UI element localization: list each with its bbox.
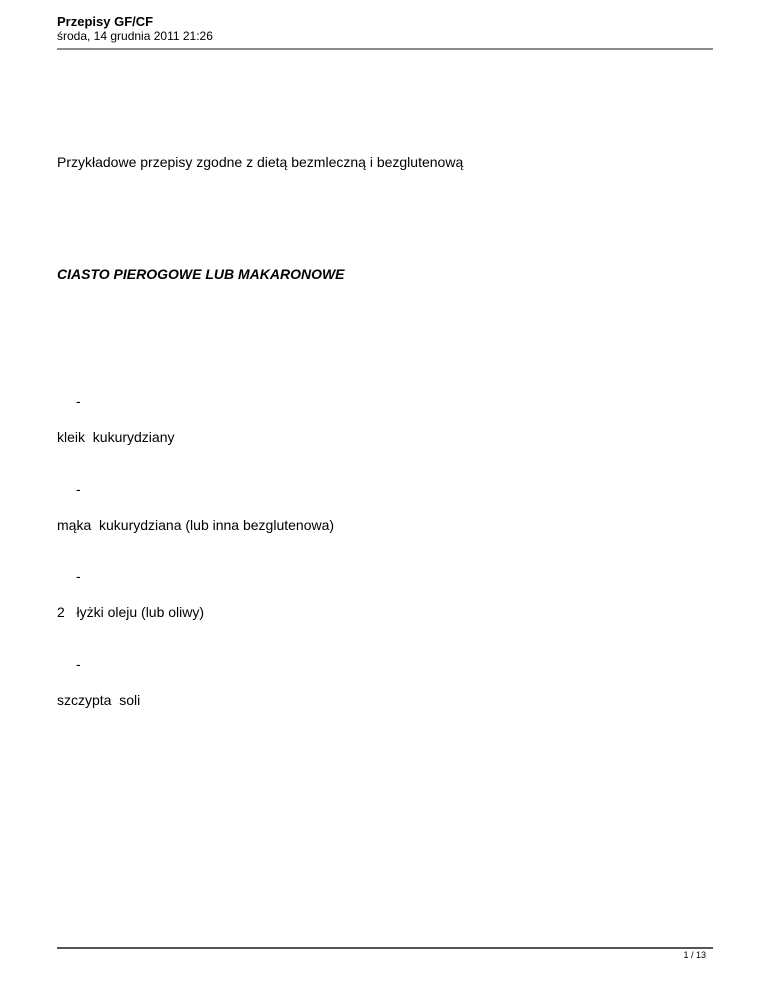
page-number: 1 / 13 [683, 950, 706, 960]
footer-divider [57, 947, 713, 949]
recipe-title: CIASTO PIEROGOWE LUB MAKARONOWE [57, 266, 345, 282]
header-divider [57, 48, 713, 50]
ingredient-item: szczypta soli [57, 692, 141, 708]
ingredient-bullet: - [76, 393, 81, 409]
ingredient-bullet: - [76, 656, 81, 672]
ingredient-item: kleik kukurydziany [57, 429, 175, 445]
ingredient-item: mąka kukurydziana (lub inna bezglutenowa) [57, 517, 335, 533]
header-title: Przepisy GF/CF [57, 14, 154, 29]
header-date: środa, 14 grudnia 2011 21:26 [57, 29, 213, 43]
ingredient-bullet: - [76, 568, 81, 584]
page-header [57, 14, 713, 43]
intro-text: Przykładowe przepisy zgodne z dietą bezmleczną i bezglutenową [57, 154, 464, 170]
ingredient-bullet: - [76, 481, 81, 497]
ingredient-item: 2 łyżki oleju (lub oliwy) [57, 604, 205, 620]
